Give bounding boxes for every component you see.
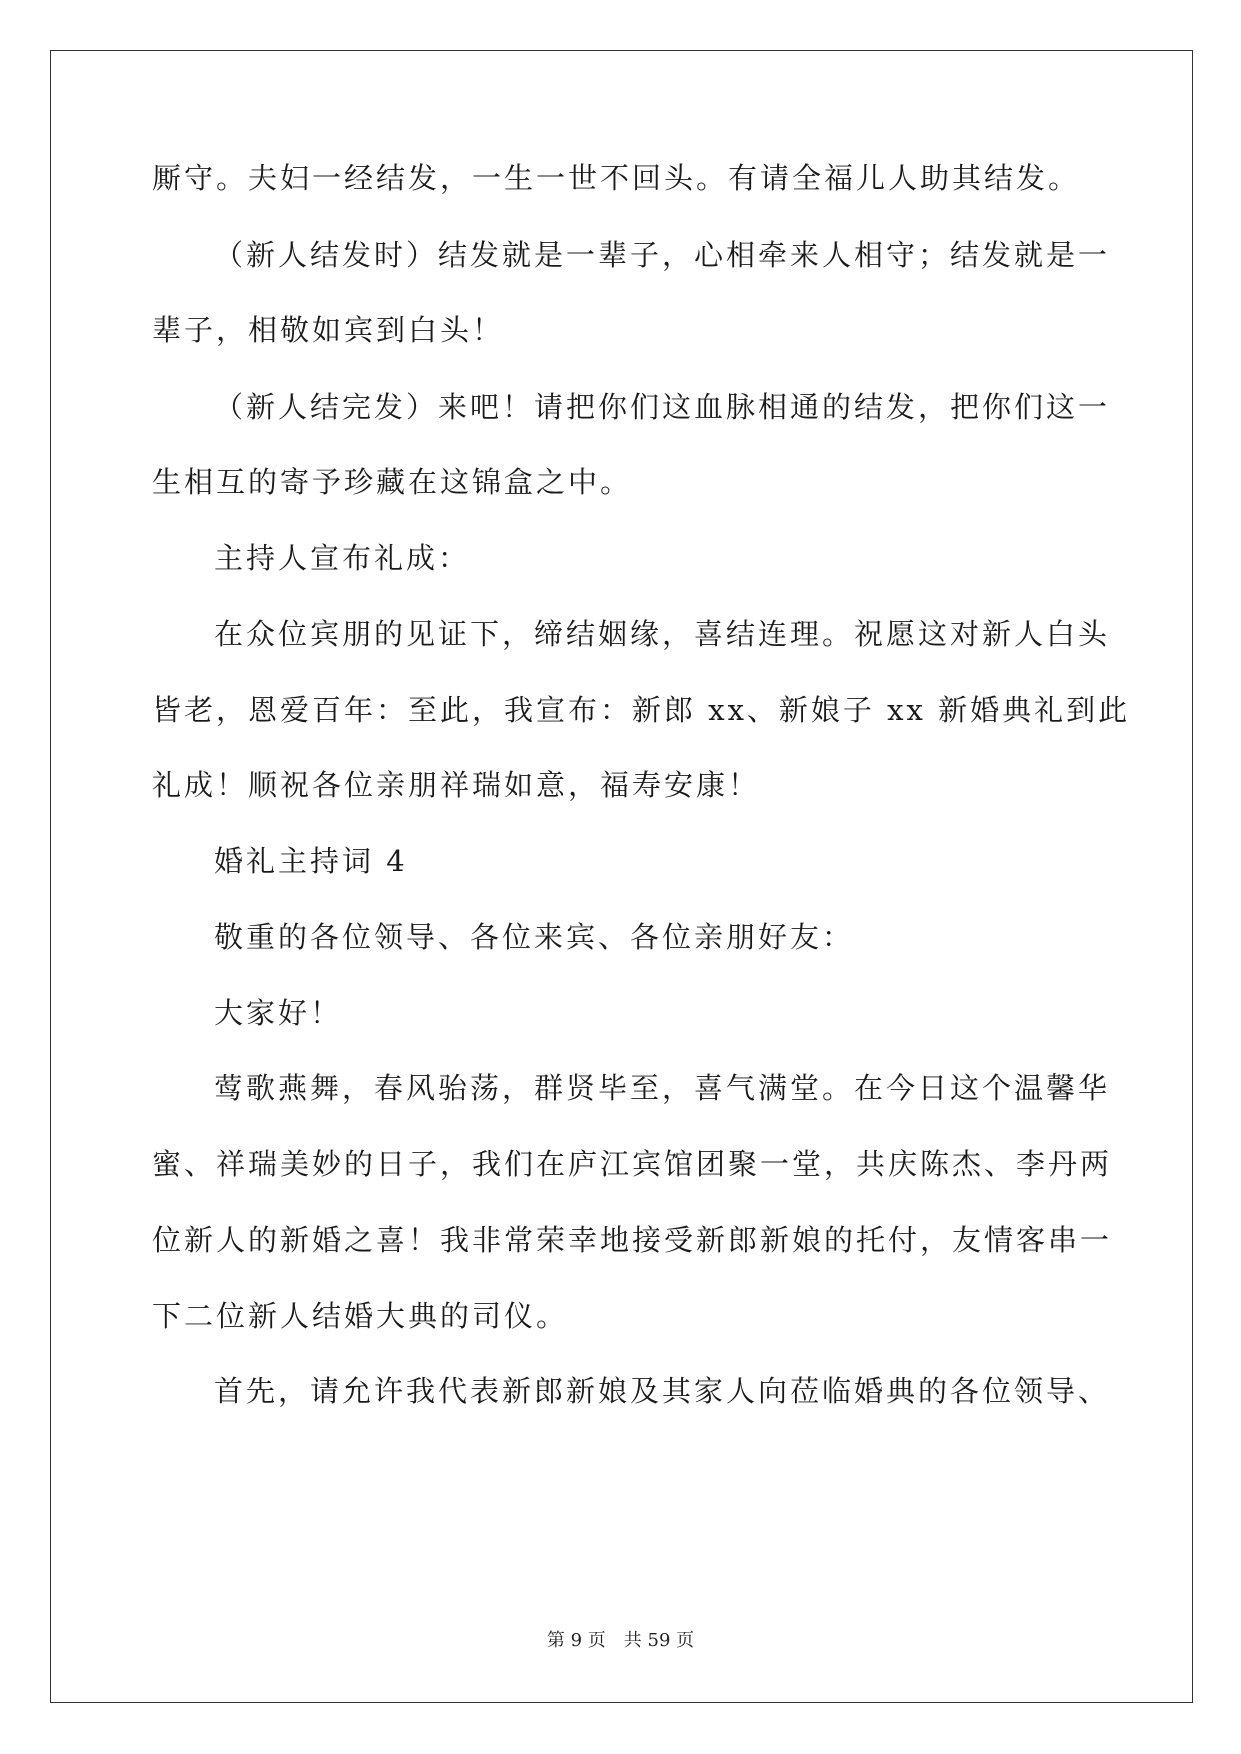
paragraph-line: 生相互的寄予珍藏在这锦盒之中。 [152,465,633,499]
paragraph-line: 下二位新人结婚大典的司仪。 [152,1299,569,1333]
paragraph-line: （新人结发时）结发就是一辈子，心相牵来人相守；结发就是一 [214,238,1111,272]
section-heading: 婚礼主持词 4 [214,844,408,878]
paragraph-line: 敬重的各位领导、各位来宾、各位亲朋好友： [214,920,855,954]
paragraph-line: 皆老，恩爱百年：至此，我宣布：新郎 xx、新娘子 xx 新婚典礼到此 [152,693,1131,727]
paragraph-line: 在众位宾朋的见证下，缔结姻缘，喜结连理。祝愿这对新人白头 [214,617,1111,651]
page-number: 第 9 页 共 59 页 [546,1630,695,1651]
paragraph-line: （新人结完发）来吧！请把你们这血脉相通的结发，把你们这一 [214,390,1111,424]
paragraph-line: 位新人的新婚之喜！我非常荣幸地接受新郎新娘的托付，友情客串一 [152,1223,1113,1257]
paragraph-line: 首先，请允许我代表新郎新娘及其家人向莅临婚典的各位领导、 [214,1374,1111,1408]
paragraph-line: 礼成！顺祝各位亲朋祥瑞如意，福寿安康！ [152,768,761,802]
page-footer [0,1626,1241,1652]
paragraph-line: 大家好！ [214,996,343,1030]
paragraph-line: 厮守。夫妇一经结发，一生一世不回头。有请全福儿人助其结发。 [152,161,1081,195]
paragraph-line: 主持人宣布礼成： [214,541,471,575]
paragraph-line: 蜜、祥瑞美妙的日子，我们在庐江宾馆团聚一堂，共庆陈杰、李丹两 [152,1147,1113,1181]
paragraph-line: 莺歌燕舞，春风骀荡，群贤毕至，喜气满堂。在今日这个温馨华 [214,1071,1111,1105]
paragraph-line: 辈子，相敬如宾到白头！ [152,313,505,347]
